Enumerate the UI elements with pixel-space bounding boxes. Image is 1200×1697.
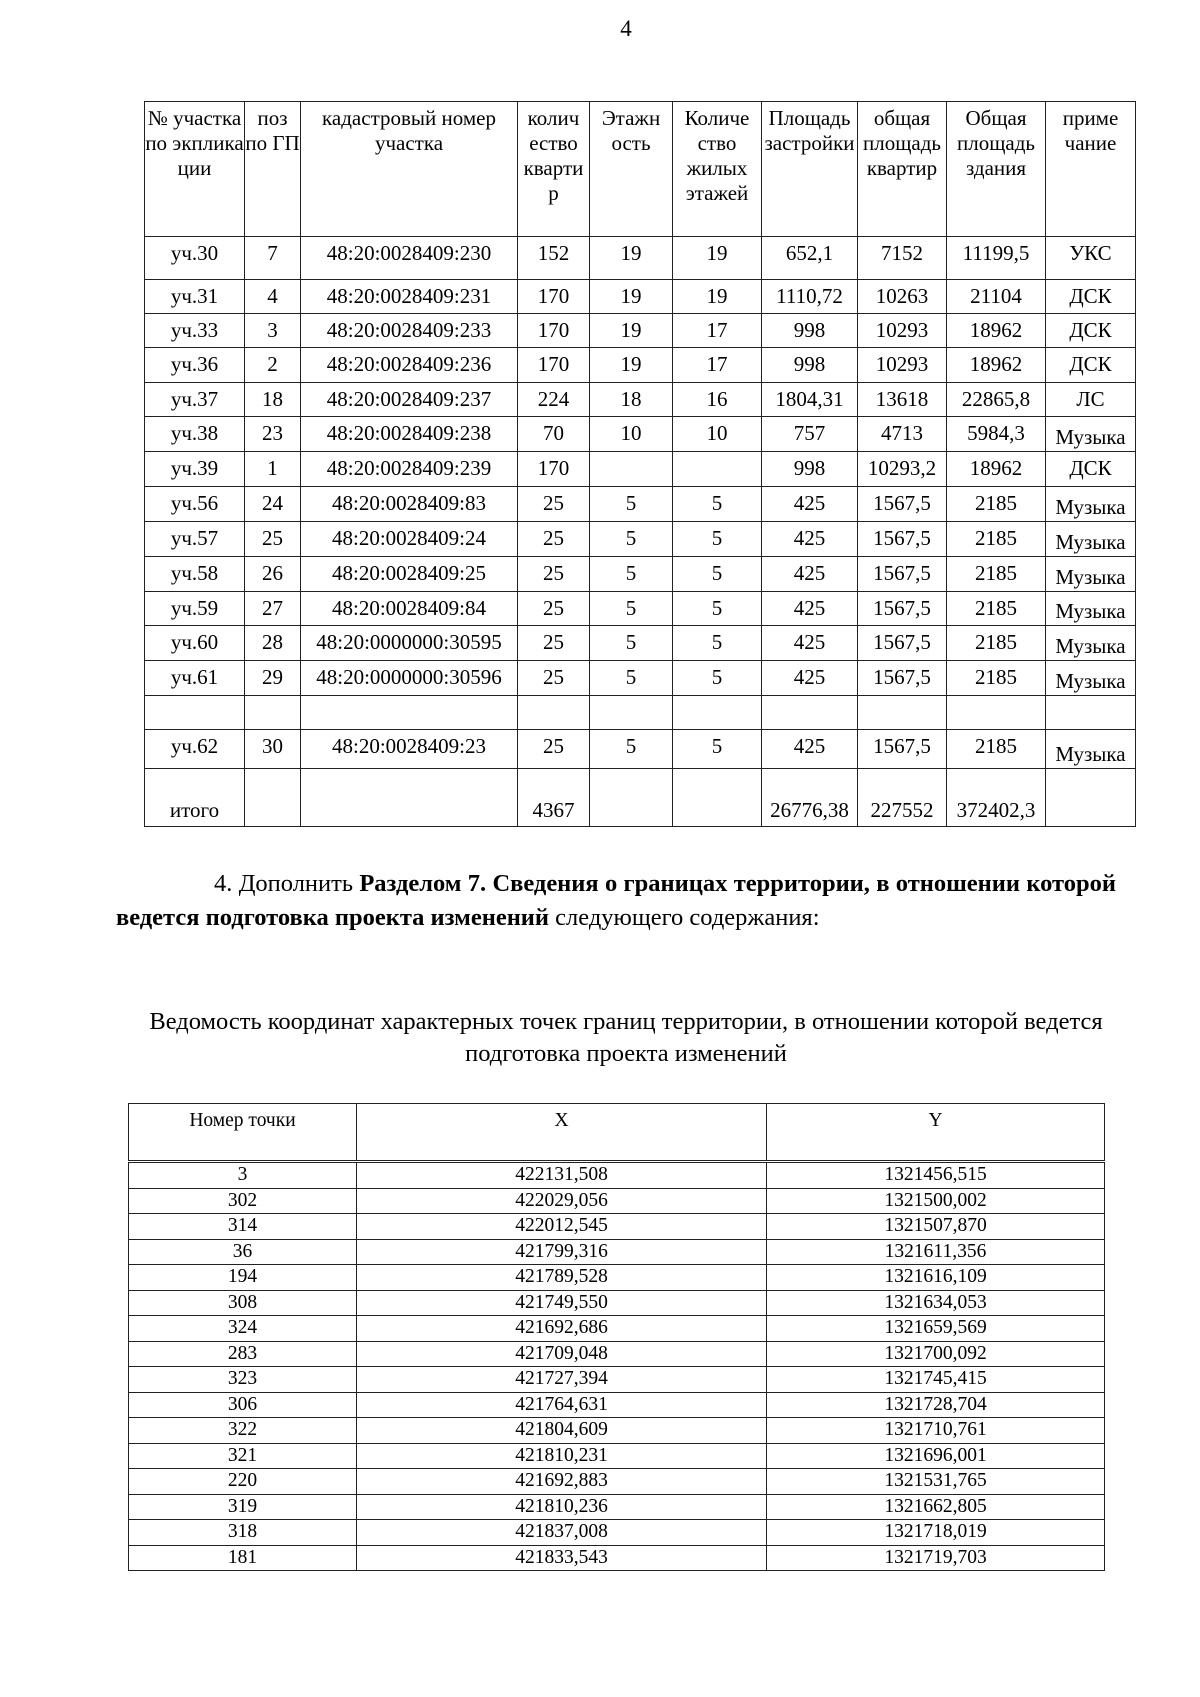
table-row — [145, 730, 1136, 769]
table-cell: 2185 — [947, 592, 1046, 626]
table-cell: 7152 — [858, 237, 947, 280]
table-cell: 1110,72 — [762, 280, 858, 314]
table-cell: 18 — [590, 383, 673, 417]
table-row — [145, 557, 1136, 592]
table-cell: 421709,048 — [357, 1341, 767, 1367]
table-cell: 425 — [762, 487, 858, 522]
table-cell: уч.36 — [145, 348, 245, 383]
page-number: 4 — [620, 16, 632, 41]
table-cell: 422029,056 — [357, 1188, 767, 1214]
table-cell: 425 — [762, 661, 858, 696]
table-cell: 11199,5 — [947, 237, 1046, 280]
table-cell — [673, 696, 762, 730]
table-cell: 27 — [245, 592, 301, 626]
table-cell: 5 — [590, 522, 673, 557]
table-cell: 1321710,761 — [767, 1418, 1105, 1444]
table-cell: 5 — [590, 487, 673, 522]
table-row — [145, 661, 1136, 696]
paragraph-number: 4. — [214, 870, 233, 897]
table-cell: 421727,394 — [357, 1367, 767, 1393]
table-cell: 421764,631 — [357, 1392, 767, 1418]
table-row — [145, 314, 1136, 348]
table-cell: 1321456,515 — [767, 1162, 1105, 1189]
table-cell: уч.61 — [145, 661, 245, 696]
table-cell: 10293,2 — [858, 452, 947, 487]
table-cell: 26 — [245, 557, 301, 592]
table-cell: уч.59 — [145, 592, 245, 626]
table-row — [129, 1290, 1105, 1316]
table-cell — [590, 696, 673, 730]
table-cell: 1321531,765 — [767, 1469, 1105, 1495]
table-row — [145, 522, 1136, 557]
table-cell: Музыка — [1046, 592, 1136, 626]
table-cell: 29 — [245, 661, 301, 696]
table-cell: 1321718,019 — [767, 1520, 1105, 1546]
table-cell: ДСК — [1046, 280, 1136, 314]
header-cell: общая площадь квартир — [858, 102, 947, 237]
table-cell: 3 — [245, 314, 301, 348]
table-cell: 25 — [518, 730, 590, 769]
table-cell: 2185 — [947, 557, 1046, 592]
total-cell: итого — [145, 769, 245, 827]
table-row — [129, 1494, 1105, 1520]
table-cell: 5 — [673, 626, 762, 661]
table-cell: 1321700,092 — [767, 1341, 1105, 1367]
header-cell: № участка по экплика ции — [145, 102, 245, 237]
table-cell: 30 — [245, 730, 301, 769]
table-cell: Музыка — [1046, 522, 1136, 557]
table-cell: 170 — [518, 348, 590, 383]
table-cell: 421804,609 — [357, 1418, 767, 1444]
total-cell: 227552 — [858, 769, 947, 827]
coords-title: Ведомость координат характерных точек границ территории, в отношении которой ведется подготовка проекта изменений — [149, 1008, 1103, 1067]
table-cell: 194 — [129, 1265, 357, 1291]
table-cell: 17 — [673, 314, 762, 348]
table-cell: Музыка — [1046, 487, 1136, 522]
table-row — [129, 1418, 1105, 1444]
table-cell: 170 — [518, 280, 590, 314]
table-cell: 25 — [518, 592, 590, 626]
table-cell: 152 — [518, 237, 590, 280]
table-cell: Музыка — [1046, 730, 1136, 769]
total-cell — [245, 769, 301, 827]
table-cell: 48:20:0028409:83 — [301, 487, 518, 522]
table-cell: уч.33 — [145, 314, 245, 348]
header-cell: поз по ГП — [245, 102, 301, 237]
table-cell: 48:20:0028409:236 — [301, 348, 518, 383]
table-cell: 1321634,053 — [767, 1290, 1105, 1316]
table-cell: 19 — [590, 280, 673, 314]
table-cell: 4 — [245, 280, 301, 314]
header-cell: Номер точки — [129, 1104, 357, 1162]
table-cell: Музыка — [1046, 661, 1136, 696]
table-cell: 1321659,569 — [767, 1316, 1105, 1342]
table-cell: Музыка — [1046, 417, 1136, 452]
table-cell: 5 — [590, 592, 673, 626]
table-cell — [1046, 696, 1136, 730]
table-cell: 425 — [762, 730, 858, 769]
table-cell: 1804,31 — [762, 383, 858, 417]
table-cell: 5 — [673, 522, 762, 557]
table-cell: 48:20:0028409:237 — [301, 383, 518, 417]
table-cell: 10 — [590, 417, 673, 452]
table-cell: 5 — [673, 730, 762, 769]
plots-table — [144, 101, 1136, 827]
table-cell: 224 — [518, 383, 590, 417]
table-cell: 422131,508 — [357, 1162, 767, 1189]
table-cell: 1567,5 — [858, 730, 947, 769]
table-cell: 2185 — [947, 626, 1046, 661]
table-cell: 3 — [129, 1162, 357, 1189]
table-cell: 10293 — [858, 314, 947, 348]
table-cell: 757 — [762, 417, 858, 452]
table-cell: 70 — [518, 417, 590, 452]
coords-table — [128, 1103, 1105, 1571]
table-cell: 10293 — [858, 348, 947, 383]
table-cell: 21104 — [947, 280, 1046, 314]
table-cell: Музыка — [1046, 557, 1136, 592]
table-cell: 23 — [245, 417, 301, 452]
table-cell: 48:20:0028409:238 — [301, 417, 518, 452]
table-row — [129, 1265, 1105, 1291]
table-cell — [245, 696, 301, 730]
table-cell: 18 — [245, 383, 301, 417]
table-cell: 16 — [673, 383, 762, 417]
table-row — [129, 1443, 1105, 1469]
table-cell: 7 — [245, 237, 301, 280]
table-row — [145, 452, 1136, 487]
table-cell: уч.31 — [145, 280, 245, 314]
table-cell: уч.39 — [145, 452, 245, 487]
table-cell: 2185 — [947, 522, 1046, 557]
table-row — [129, 1520, 1105, 1546]
table-cell: 19 — [590, 237, 673, 280]
table-cell: 18962 — [947, 348, 1046, 383]
table-row — [129, 1162, 1105, 1189]
table-cell: уч.62 — [145, 730, 245, 769]
table-row — [129, 1316, 1105, 1342]
table-cell: 2185 — [947, 730, 1046, 769]
table-cell: 10 — [673, 417, 762, 452]
header-cell: Y — [767, 1104, 1105, 1162]
table-cell: 323 — [129, 1367, 357, 1393]
table-cell: 48:20:0000000:30596 — [301, 661, 518, 696]
table-cell: 1 — [245, 452, 301, 487]
header-cell: Общая площадь здания — [947, 102, 1046, 237]
table-cell: 36 — [129, 1239, 357, 1265]
table-cell: 19 — [590, 314, 673, 348]
table-cell: 170 — [518, 314, 590, 348]
table-cell: 421789,528 — [357, 1265, 767, 1291]
table-cell — [301, 696, 518, 730]
table-cell: 425 — [762, 557, 858, 592]
header-cell: приме чание — [1046, 102, 1136, 237]
table-cell: 24 — [245, 487, 301, 522]
total-cell — [1046, 769, 1136, 827]
table-cell: 4713 — [858, 417, 947, 452]
table-cell: 1321616,109 — [767, 1265, 1105, 1291]
table-cell: 25 — [518, 626, 590, 661]
table-cell: 28 — [245, 626, 301, 661]
table-cell: 22865,8 — [947, 383, 1046, 417]
table-cell: 422012,545 — [357, 1214, 767, 1240]
table-cell: 5984,3 — [947, 417, 1046, 452]
table-cell — [518, 696, 590, 730]
table-cell: ЛС — [1046, 383, 1136, 417]
table-cell: 421749,550 — [357, 1290, 767, 1316]
table-cell: уч.56 — [145, 487, 245, 522]
table-cell: 1567,5 — [858, 592, 947, 626]
table-cell: 324 — [129, 1316, 357, 1342]
table-cell — [145, 696, 245, 730]
total-cell: 4367 — [518, 769, 590, 827]
table-cell: 319 — [129, 1494, 357, 1520]
table-cell: 1567,5 — [858, 487, 947, 522]
total-cell — [673, 769, 762, 827]
table-cell — [947, 696, 1046, 730]
table-cell: 25 — [518, 557, 590, 592]
table-cell: 5 — [590, 661, 673, 696]
table-cell: 25 — [518, 661, 590, 696]
table-cell: 421810,236 — [357, 1494, 767, 1520]
table-cell: 425 — [762, 626, 858, 661]
table-row — [145, 487, 1136, 522]
table-cell: Музыка — [1046, 626, 1136, 661]
table-cell: уч.58 — [145, 557, 245, 592]
table-cell: 421810,231 — [357, 1443, 767, 1469]
table-cell: 421833,543 — [357, 1545, 767, 1571]
table-cell: 306 — [129, 1392, 357, 1418]
table-cell: 1567,5 — [858, 522, 947, 557]
table-cell: уч.30 — [145, 237, 245, 280]
table-cell: 652,1 — [762, 237, 858, 280]
table-row — [145, 417, 1136, 452]
table-cell: 48:20:0028409:24 — [301, 522, 518, 557]
table-row — [129, 1545, 1105, 1571]
table-cell: 48:20:0028409:233 — [301, 314, 518, 348]
header-cell: X — [357, 1104, 767, 1162]
table-cell: ДСК — [1046, 348, 1136, 383]
table-cell: 421799,316 — [357, 1239, 767, 1265]
table-row — [129, 1239, 1105, 1265]
table-cell: 318 — [129, 1520, 357, 1546]
table-cell: 283 — [129, 1341, 357, 1367]
table-row — [129, 1367, 1105, 1393]
total-cell: 372402,3 — [947, 769, 1046, 827]
table-cell: УКС — [1046, 237, 1136, 280]
paragraph-bold: Разделом 7. Сведения о границах территории, в отношении которой ведется подготовка проекта изменений — [116, 870, 1117, 931]
table-cell: ДСК — [1046, 452, 1136, 487]
table-cell: 5 — [673, 557, 762, 592]
table-cell: 5 — [590, 730, 673, 769]
table-cell: 48:20:0028409:84 — [301, 592, 518, 626]
table-cell: 17 — [673, 348, 762, 383]
total-cell — [301, 769, 518, 827]
table-row — [129, 1214, 1105, 1240]
table-cell: уч.57 — [145, 522, 245, 557]
table-cell: 19 — [590, 348, 673, 383]
coords-header-row — [129, 1104, 1105, 1162]
table-cell: 5 — [673, 487, 762, 522]
table-row — [145, 592, 1136, 626]
table-cell: 998 — [762, 314, 858, 348]
table-cell: 220 — [129, 1469, 357, 1495]
table-cell — [762, 696, 858, 730]
table-cell: 18962 — [947, 452, 1046, 487]
table-cell: 48:20:0028409:25 — [301, 557, 518, 592]
header-cell: Этажн ость — [590, 102, 673, 237]
table-cell: 1321728,704 — [767, 1392, 1105, 1418]
table-row — [145, 280, 1136, 314]
header-cell: Количе ство жилых этажей — [673, 102, 762, 237]
table-row — [145, 348, 1136, 383]
table-row — [129, 1392, 1105, 1418]
table-cell: 1321662,805 — [767, 1494, 1105, 1520]
table-cell: 1321745,415 — [767, 1367, 1105, 1393]
plots-header-row — [145, 102, 1136, 237]
table-row — [145, 626, 1136, 661]
table-cell: 170 — [518, 452, 590, 487]
table-cell: 25 — [518, 487, 590, 522]
table-cell: 425 — [762, 522, 858, 557]
table-cell: 2185 — [947, 487, 1046, 522]
table-cell: 19 — [673, 237, 762, 280]
paragraph-lead: Дополнить — [238, 870, 354, 897]
table-cell: 5 — [590, 626, 673, 661]
table-cell: 1321507,870 — [767, 1214, 1105, 1240]
table-cell: 5 — [590, 557, 673, 592]
paragraph-tail: следующего содержания: — [555, 904, 820, 931]
table-cell: 1567,5 — [858, 626, 947, 661]
table-cell: 1567,5 — [858, 557, 947, 592]
table-cell: 308 — [129, 1290, 357, 1316]
table-cell: 425 — [762, 592, 858, 626]
table-cell: уч.38 — [145, 417, 245, 452]
table-cell: 5 — [673, 592, 762, 626]
table-cell: 18962 — [947, 314, 1046, 348]
table-cell: уч.37 — [145, 383, 245, 417]
table-cell: 2185 — [947, 661, 1046, 696]
table-cell: 421692,883 — [357, 1469, 767, 1495]
table-cell: 181 — [129, 1545, 357, 1571]
total-cell: 26776,38 — [762, 769, 858, 827]
table-cell — [858, 696, 947, 730]
table-cell: 48:20:0028409:230 — [301, 237, 518, 280]
table-cell: 1321611,356 — [767, 1239, 1105, 1265]
table-row — [145, 383, 1136, 417]
table-cell: 13618 — [858, 383, 947, 417]
table-row — [145, 237, 1136, 280]
table-cell: 10263 — [858, 280, 947, 314]
table-cell: 314 — [129, 1214, 357, 1240]
table-cell: 48:20:0028409:23 — [301, 730, 518, 769]
table-cell: 421837,008 — [357, 1520, 767, 1546]
table-cell: 2 — [245, 348, 301, 383]
table-cell: 421692,686 — [357, 1316, 767, 1342]
table-row — [145, 696, 1136, 730]
table-cell: 48:20:0000000:30595 — [301, 626, 518, 661]
table-cell: 1567,5 — [858, 661, 947, 696]
table-cell: 1321696,001 — [767, 1443, 1105, 1469]
table-cell: 48:20:0028409:239 — [301, 452, 518, 487]
table-cell: 48:20:0028409:231 — [301, 280, 518, 314]
table-cell: 322 — [129, 1418, 357, 1444]
table-row — [129, 1341, 1105, 1367]
table-cell: 1321500,002 — [767, 1188, 1105, 1214]
table-cell: 321 — [129, 1443, 357, 1469]
header-cell: колич ество кварти р — [518, 102, 590, 237]
total-cell — [590, 769, 673, 827]
table-cell: 998 — [762, 452, 858, 487]
table-cell: 998 — [762, 348, 858, 383]
table-cell: 302 — [129, 1188, 357, 1214]
table-cell: 25 — [245, 522, 301, 557]
amendment-paragraph — [116, 867, 1116, 935]
table-cell: 25 — [518, 522, 590, 557]
table-cell: 5 — [673, 661, 762, 696]
header-cell: кадастровый номер участка — [301, 102, 518, 237]
table-cell — [590, 452, 673, 487]
header-cell: Площадь застройки — [762, 102, 858, 237]
table-cell — [673, 452, 762, 487]
table-cell: ДСК — [1046, 314, 1136, 348]
table-row — [129, 1188, 1105, 1214]
table-cell: 1321719,703 — [767, 1545, 1105, 1571]
table-cell: уч.60 — [145, 626, 245, 661]
total-row — [145, 769, 1136, 827]
table-row — [129, 1469, 1105, 1495]
table-cell: 19 — [673, 280, 762, 314]
